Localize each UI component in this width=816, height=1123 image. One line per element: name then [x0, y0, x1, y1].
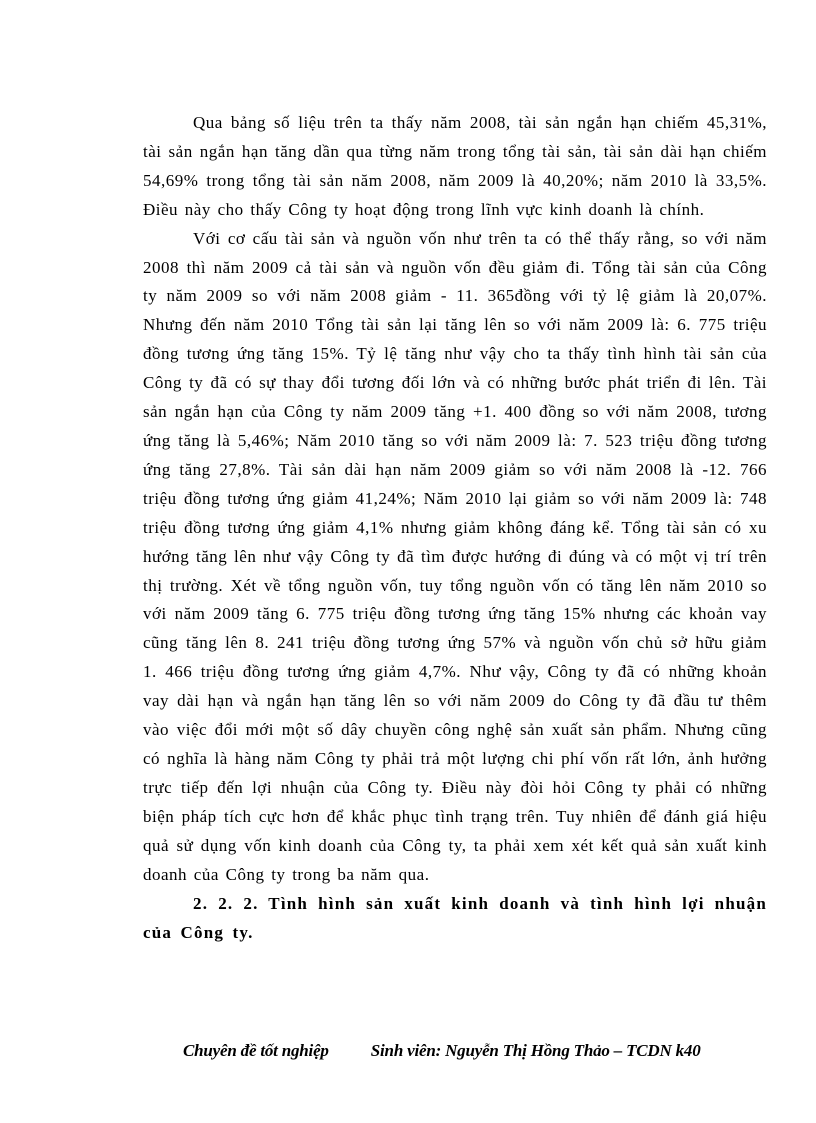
document-body — [143, 109, 767, 947]
paragraph-asset-structure: Qua bảng số liệu trên ta thấy năm 2008, tài sản ngắn hạn chiếm 45,31%, tài sản ngắn hạn tăng dần qua từng năm trong tổng tài sản, tài sản dài hạn chiếm 54,69% trong tổng tài sản năm 2008, năm 2009 là 40,20%; năm 2010 là 33,5%. Điều này cho thấy Công ty hoạt động trong lĩnh vực kinh doanh là chính. — [143, 113, 767, 219]
footer-thesis-title: Chuyên đề tốt nghiệp — [183, 1041, 329, 1060]
paragraph-capital-analysis: Với cơ cấu tài sản và nguồn vốn như trên ta có thể thấy rằng, so với năm 2008 thì năm 2009 cả tài sản và nguồn vốn đều giảm đi. Tổng tài sản của Công ty năm 2009 so với năm 2008 giảm - 11. 365đồng với tỷ lệ giảm là 20,07%. Nhưng đến năm 2010 Tổng tài sản lại tăng lên so với năm 2009 là: 6. 775 triệu đồng tương ứng tăng 15%. Tỷ lệ tăng như vậy cho ta thấy tình hình tài sản của Công ty đã có sự thay đổi tương đối lớn và có những bước phát triển đi lên. Tài sản ngắn hạn của Công ty năm 2009 tăng +1. 400 đồng so với năm 2008, tương ứng tăng là 5,46%; Năm 2010 tăng so với năm 2009 là: 7. 523 triệu đồng tương ứng tăng 27,8%. Tài sản dài hạn năm 2009 giảm so với năm 2008 là -12. 766 triệu đồng tương ứng giảm 41,24%; Năm 2010 lại giảm so với năm 2009 là: 748 triệu đồng tương ứng giảm 4,1% nhưng giảm không đáng kể. Tổng tài sản có xu hướng tăng lên như vậy Công ty đã tìm được hướng đi đúng và có một vị trí trên thị trường. Xét về tổng nguồn vốn, tuy tổng nguồn vốn có tăng lên năm 2010 so với năm 2009 tăng 6. 775 triệu đồng tương ứng tăng 15% nhưng các khoản vay cũng tăng lên 8. 241 triệu đồng tương ứng 57% và nguồn vốn chủ sở hữu giảm 1. 466 triệu đồng tương ứng giảm 4,7%. Như vậy, Công ty đã có những khoản vay dài hạn và ngắn hạn tăng lên so với năm 2009 do Công ty đã đầu tư thêm vào việc đổi mới một số dây chuyền công nghệ sản xuất sản phẩm. Nhưng cũng có nghĩa là hàng năm Công ty phải trả một lượng chi phí vốn rất lớn, ảnh hưởng trực tiếp đến lợi nhuận của Công ty. Điều này đòi hỏi Công ty phải có những biện pháp tích cực hơn để khắc phục tình trạng trên. Tuy nhiên để đánh giá hiệu quả sử dụng vốn kinh doanh của Công ty, ta phải xem xét kết quả sản xuất kinh doanh của Công ty trong ba năm qua. — [143, 228, 767, 884]
page-footer — [183, 1041, 783, 1061]
footer-student-info: Sinh viên: Nguyễn Thị Hồng Thảo – TCDN k40 — [370, 1041, 701, 1060]
section-heading: 2. 2. 2. Tình hình sản xuất kinh doanh và tình hình lợi nhuận của Công ty. — [143, 894, 767, 943]
